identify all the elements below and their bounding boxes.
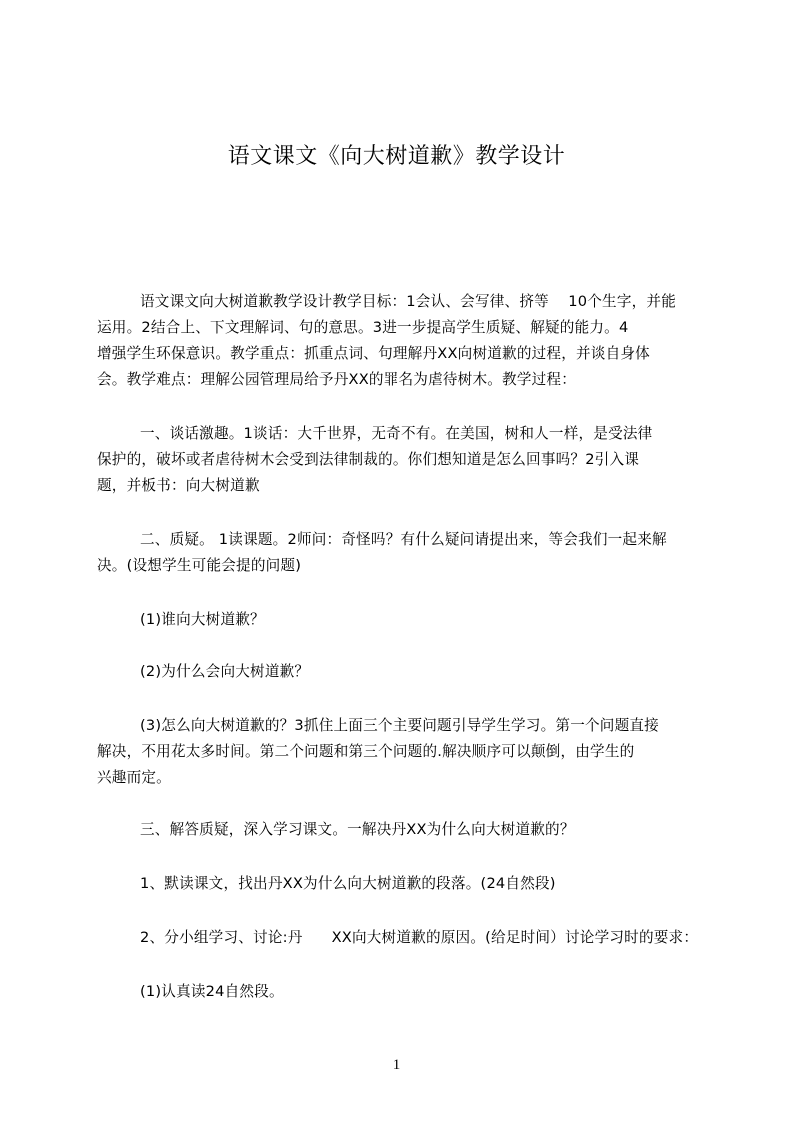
paragraph-line: 运用。2结合上、下文理解词、句的意思。3进一步提高学生质疑、解疑的能力。4 xyxy=(97,319,629,336)
paragraph-line: 语文课文向大树道歉教学设计教学目标：1会认、会写律、挤等 10个生字，并能 xyxy=(140,293,677,310)
paragraph-line: 保护的，破坏或者虐待树木会受到法律制裁的。你们想知道是怎么回事吗？2引入课 xyxy=(97,451,640,468)
paragraph-line: 二、质疑。 1读课题。2师问：奇怪吗？有什么疑问请提出来，等会我们一起来解 xyxy=(140,531,667,548)
page-number: 1 xyxy=(392,1057,401,1073)
paragraph-line: 会。教学难点：理解公园管理局给予丹XX的罪名为虐待树木。教学过程： xyxy=(97,371,577,388)
paragraph-line: 解决，不用花太多时间。第二个问题和第三个问题的.解决顺序可以颠倒，由学生的 xyxy=(97,743,635,760)
paragraph-line: (1)认真读24自然段。 xyxy=(140,983,284,1000)
paragraph-line: 一、谈话激趣。1谈话：大千世界，无奇不有。在美国，树和人一样，是受法律 xyxy=(140,425,653,442)
paragraph-line: (1)谁向大树道歉？ xyxy=(140,611,265,628)
paragraph-line: 1、默读课文，找出丹XX为什么向大树道歉的段落。(24自然段) xyxy=(140,875,556,892)
paragraph-line: 兴趣而定。 xyxy=(97,769,171,786)
document-title: 语文课文《向大树道歉》教学设计 xyxy=(227,144,566,169)
paragraph-line: (2)为什么会向大树道歉？ xyxy=(140,663,310,680)
paragraph-line: 三、解答质疑，深入学习课文。一解决丹XX为什么向大树道歉的？ xyxy=(140,821,575,838)
paragraph-line: 题，并板书：向大树道歉 xyxy=(97,477,260,494)
paragraph-line: (3)怎么向大树道歉的？3抓住上面三个主要问题引导学生学习。第一个问题直接 xyxy=(140,717,659,734)
paragraph-line: 2、分小组学习、讨论:丹 XX向大树道歉的原因。(给足时间）讨论学习时的要求： xyxy=(140,929,699,946)
paragraph-line: 决。(设想学生可能会提的问题) xyxy=(97,557,302,574)
paragraph-line: 增强学生环保意识。教学重点：抓重点词、句理解丹XX向树道歉的过程，并谈自身体 xyxy=(97,345,650,362)
